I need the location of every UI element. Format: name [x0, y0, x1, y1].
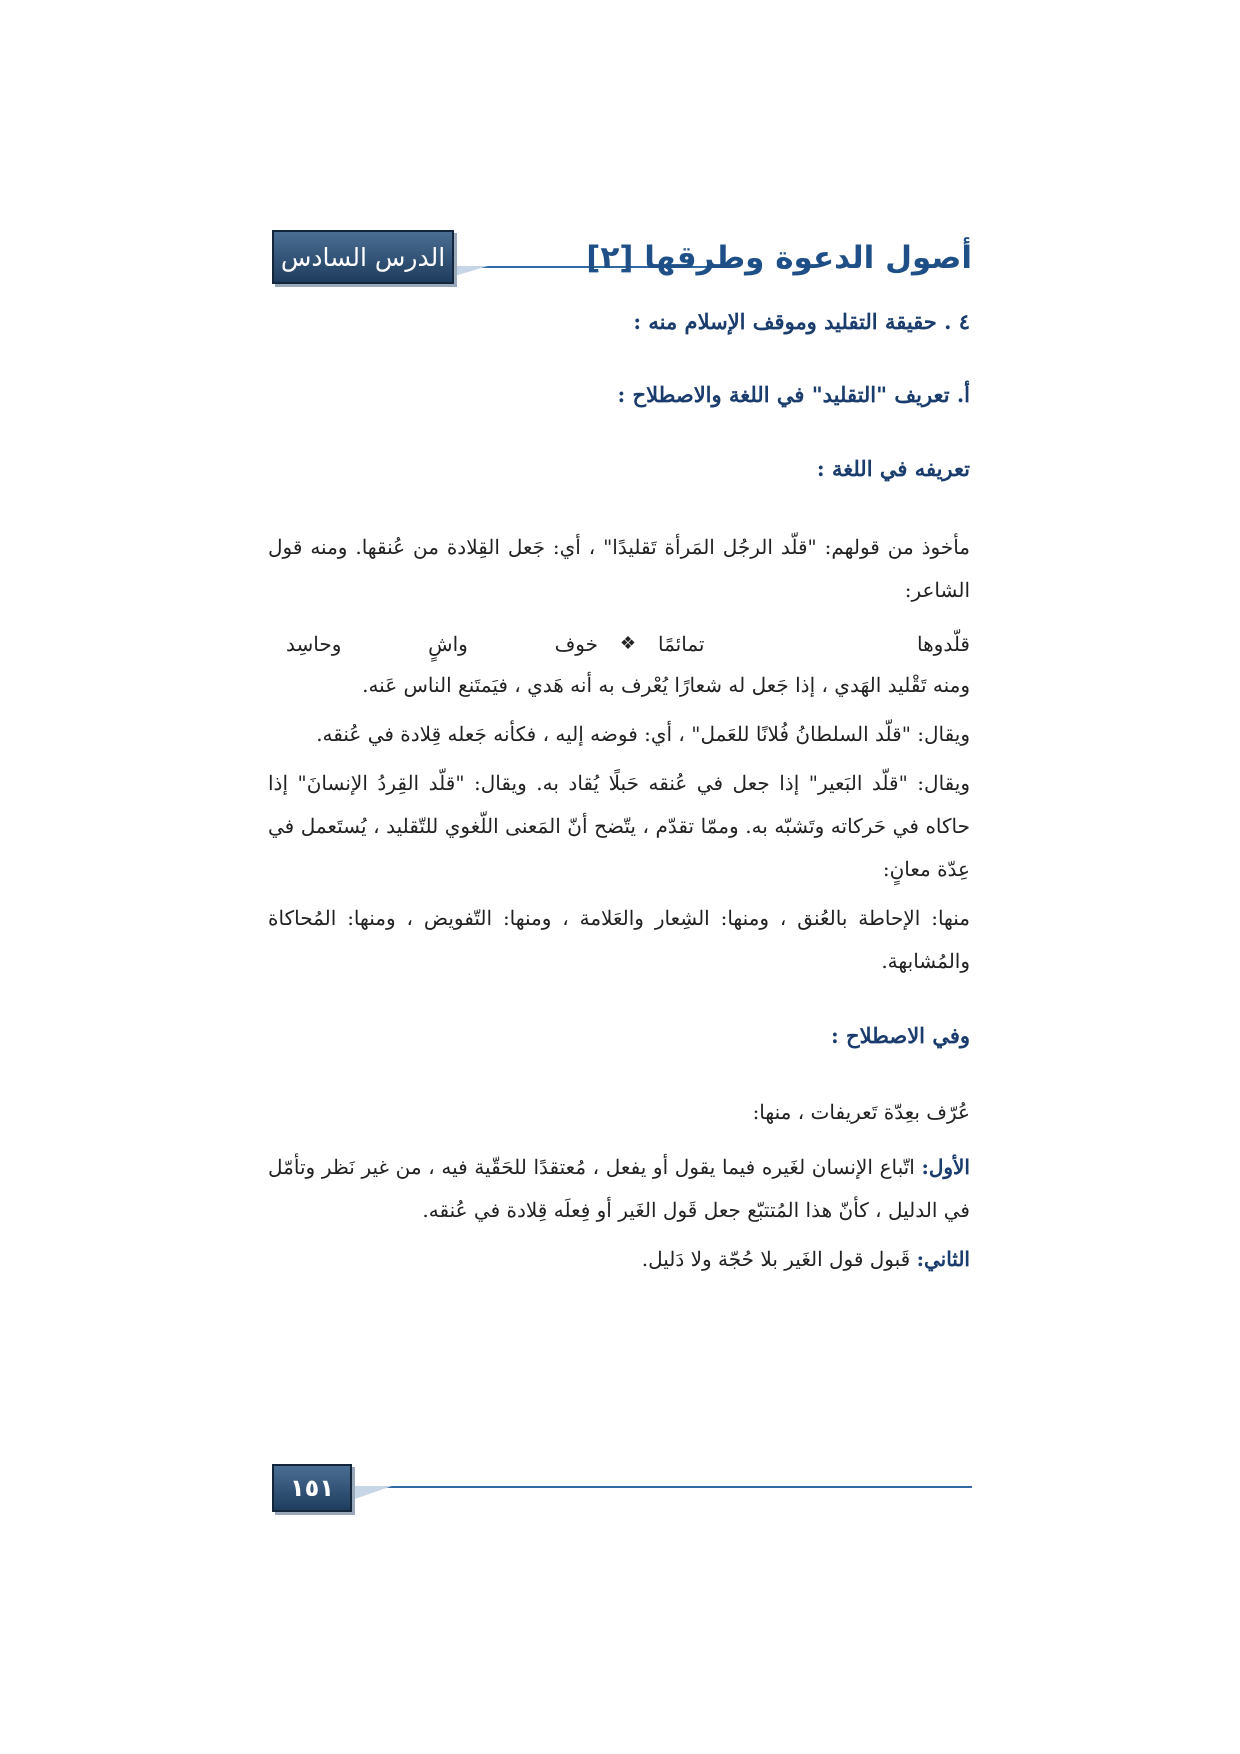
verse-word: واشٍ	[428, 632, 468, 656]
paragraph-meanings: منها: الإحاطة بالعُنق ، ومنها: الشِعار والعَلامة ، ومنها: التّفويض ، ومنها: المُحاكاة والمُشابهة.	[268, 906, 970, 973]
definition-first	[268, 1146, 970, 1232]
page-footer	[272, 1464, 972, 1514]
verse-word: خوف	[554, 632, 598, 656]
poetry-verse	[268, 624, 970, 664]
definition-first-label: الأول:	[921, 1155, 970, 1179]
verse-word: وحاسِد	[286, 632, 342, 656]
verse-hemistich-first	[658, 624, 970, 664]
definition-second-label: الثاني:	[916, 1247, 970, 1271]
section-heading: ٤ . حقيقة التقليد وموقف الإسلام منه :	[633, 309, 970, 334]
footer-rule-wedge	[352, 1486, 392, 1500]
definition-second-text: قَبول قول الغَير بلا حُجّة ولا دَليل.	[641, 1247, 917, 1271]
definition-second	[268, 1238, 970, 1281]
header-rule-wedge	[448, 266, 488, 278]
language-def-heading: تعريفه في اللغة :	[816, 456, 970, 481]
verse-word: تمائمًا	[658, 632, 705, 656]
page-content	[268, 305, 970, 1281]
term-def-intro: عُرّف بعِدّة تَعريفات ، منها:	[752, 1100, 970, 1124]
lesson-badge: الدرس السادس	[272, 230, 454, 284]
verse-word: قلّدوها	[917, 632, 970, 656]
footer-rule	[352, 1486, 972, 1488]
book-title: أصول الدعوة وطرقها [٢]	[586, 240, 972, 276]
paragraph-sultan: ويقال: "قلّد السلطانُ فُلانًا للعَمل" ، أي: فوضه إليه ، فكأنه جَعله قِلادة في عُنقه.	[316, 722, 970, 746]
paragraph-origin: مأخوذ من قولهم: "قلّد الرجُل المَرأة تَقليدًا" ، أي: جَعل القِلادة من عُنقها. ومنه قول الشاعر:	[268, 535, 970, 602]
paragraph-camel: ويقال: "قلّد البَعير" إذا جعل في عُنقه حَبلًا يُقاد به. ويقال: "قلّد القِردُ الإنسانَ" إذا حاكاه في حَركاته وتَشبّه به. وممّا تقدّم ، يتّضح أنّ المَعنى اللّغوي للتّقليد ، يُستَعمل في عِدّة معانٍ:	[268, 771, 970, 881]
section-subheading: أ. تعريف "التقليد" في اللغة والاصطلاح :	[617, 382, 970, 407]
verse-ornament-icon: ❖	[619, 633, 637, 654]
verse-hemistich-second	[286, 624, 598, 664]
definition-first-text: اتّباع الإنسان لغَيره فيما يقول أو يفعل ، مُعتقدًا للحَقّية فيه ، من غير نَظر وتأمّل في الدليل ، كأنّ هذا المُتتبّع جعل قَول الغَير أو فِعلَه قِلادة في عُنقه.	[268, 1155, 970, 1222]
page-number: ١٥١	[272, 1464, 352, 1512]
paragraph-hady: ومنه تَقْليد الهَدي ، إذا جَعل له شعارًا يُعْرف به أنه هَدي ، فيَمتَنع الناس عَنه.	[362, 673, 970, 697]
term-def-heading: وفي الاصطلاح :	[830, 1023, 970, 1048]
page-header	[272, 228, 972, 288]
